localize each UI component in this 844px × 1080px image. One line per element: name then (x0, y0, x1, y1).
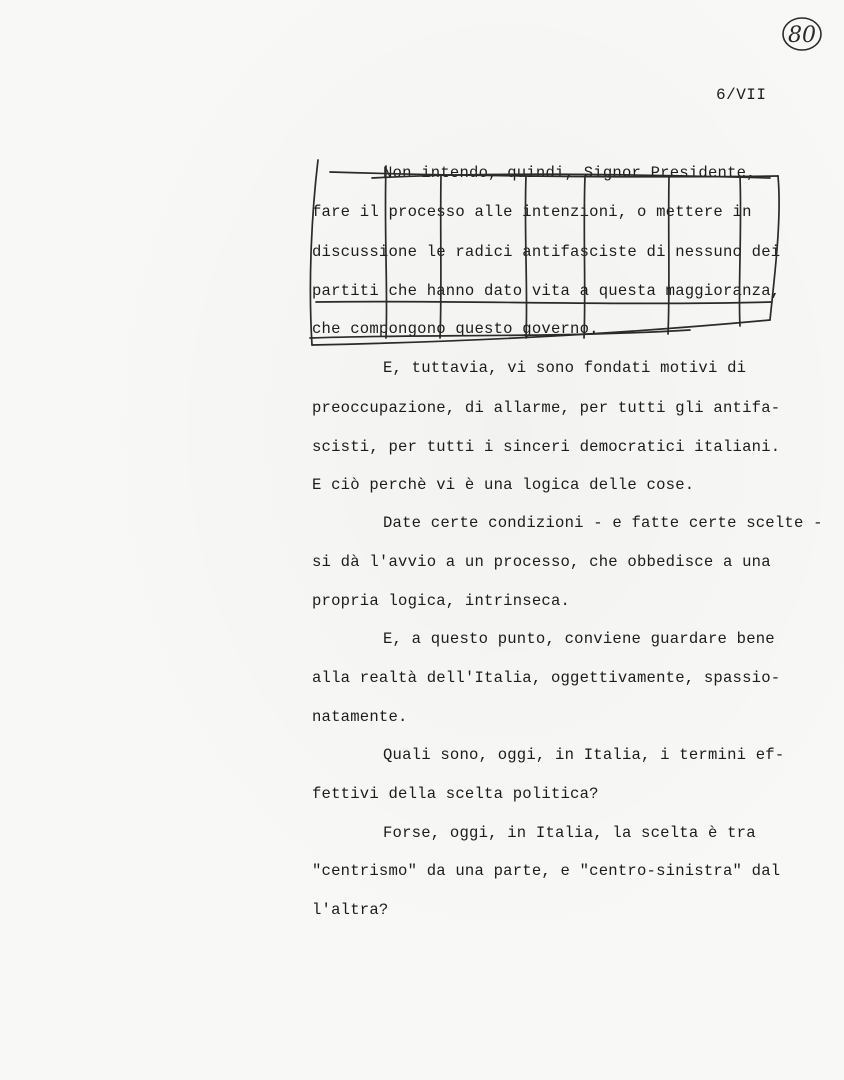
body-line-4: E ciò perchè vi è una logica delle cose. (312, 476, 695, 494)
body-line-5: Date certe condizioni - e fatte certe scelte - (383, 514, 823, 532)
body-line-9: alla realtà dell'Italia, oggettivamente, spassio- (312, 669, 781, 687)
struck-line-3: discussione le radici antifasciste di nessuno dei (312, 243, 781, 261)
struck-line-1: Non intendo, quindi, Signor Presidente, (383, 164, 756, 182)
folio-number-stamp (780, 14, 824, 54)
body-line-12: fettivi della scelta politica? (312, 785, 599, 803)
body-line-11: Quali sono, oggi, in Italia, i termini ef- (383, 746, 785, 764)
body-line-2: preoccupazione, di allarme, per tutti gli antifa- (312, 399, 781, 417)
body-line-13: Forse, oggi, in Italia, la scelta è tra (383, 824, 756, 842)
struck-line-2: fare il processo alle intenzioni, o mettere in (312, 203, 752, 221)
body-line-15: l'altra? (312, 901, 389, 919)
struck-line-4: partiti che hanno dato vita a questa maggioranza, (312, 282, 781, 300)
body-line-10: natamente. (312, 708, 408, 726)
body-line-1: E, tuttavia, vi sono fondati motivi di (383, 359, 747, 377)
body-line-3: scisti, per tutti i sinceri democratici italiani. (312, 438, 781, 456)
body-line-14: "centrismo" da una parte, e "centro-sinistra" dal (312, 862, 781, 880)
struck-line-5: che compongono questo governo. (312, 320, 599, 338)
body-line-7: propria logica, intrinseca. (312, 592, 571, 610)
page-reference: 6/VII (716, 86, 767, 104)
body-line-8: E, a questo punto, conviene guardare bene (383, 630, 775, 648)
folio-number: 80 (788, 23, 816, 48)
body-line-6: si dà l'avvio a un processo, che obbedisce a una (312, 553, 771, 571)
